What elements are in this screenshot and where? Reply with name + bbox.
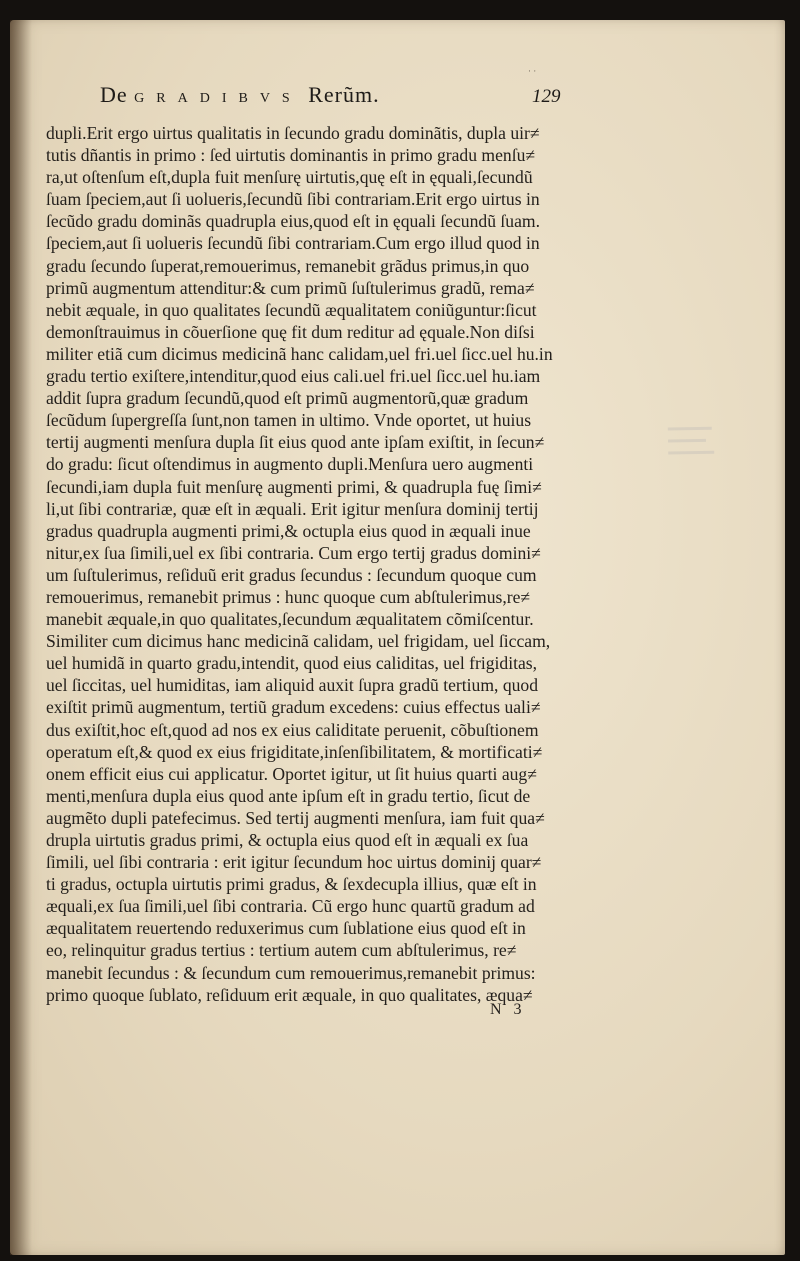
text-line: militer etiã cum dicimus medicinã hanc calidam,uel fri.uel ſicc.uel hu.in <box>46 343 553 364</box>
text-line: æqualitatem reuertendo reduxerimus cum ſublatione eius quod eſt in <box>46 918 526 939</box>
running-header <box>100 82 600 116</box>
text-line: ti gradus, octupla uirtutis primi gradus, & ſexdecupla illius, quæ eſt in <box>46 874 537 895</box>
text-line: menti,menſura dupla eius quod ante ipſum eſt in gradu tertio, ſicut de <box>46 785 531 806</box>
text-line: gradus quadrupla augmenti primi,& octupla eius quod in æquali inue <box>46 520 531 541</box>
title-spaced: GRADIBVS <box>134 91 302 106</box>
text-line: nebit æquale, in quo qualitates ſecundũ æqualitatem coniũguntur:ſicut <box>46 299 537 320</box>
text-line: li,ut ſibi contrariæ, quæ eſt in æquali. Erit igitur menſura dominij tertij <box>46 498 539 519</box>
text-line: nitur,ex ſua ſimili,uel ex ſibi contraria. Cum ergo tertij gradus domini≠ <box>46 542 541 563</box>
text-line: do gradu: ſicut oſtendimus in augmento dupli.Menſura uero augmenti <box>46 454 534 475</box>
text-line: gradu ſecundo ſuperat,remouerimus, remanebit grãdus primus,in quo <box>46 255 530 276</box>
text-line: eo, relinquitur gradus tertius : tertium autem cum abſtulerimus, re≠ <box>46 940 517 961</box>
text-line: augmẽto dupli patefecimus. Sed tertij augmenti menſura, iam fuit qua≠ <box>46 807 545 828</box>
page-gutter-shadow <box>10 20 32 1255</box>
text-line: manebit æquale,in quo qualitates,ſecundum æqualitatem cõmiſcentur. <box>46 609 534 630</box>
show-through-marginalia <box>668 417 729 463</box>
text-line: ſuam ſpeciem,aut ſi uolueris,ſecundũ ſibi contrariam.Erit ergo uirtus in <box>46 189 540 210</box>
text-line: tutis dñantis in primo : ſed uirtutis dominantis in primo gradu menſu≠ <box>46 145 536 166</box>
body-text <box>46 122 626 1006</box>
text-line: dupli.Erit ergo uirtus qualitatis in ſecundo gradu dominãtis, dupla uir≠ <box>46 123 540 143</box>
title-prefix: De <box>100 82 128 107</box>
text-line: primũ augmentum attenditur:& cum primũ ſuſtulerimus gradũ, rema≠ <box>46 277 535 298</box>
text-line: exiſtit primũ augmentum, tertiũ gradum excedens: cuius effectus uali≠ <box>46 697 541 718</box>
text-line: addit ſupra gradum ſecundũ,quod eſt primũ augmentorũ,quæ gradum <box>46 388 529 409</box>
text-line: um ſuſtulerimus, reſiduũ erit gradus ſecundus : ſecundum quoque cum <box>46 564 537 585</box>
text-line: remouerimus, remanebit primus : hunc quoque cum abſtulerimus,re≠ <box>46 586 531 607</box>
text-line: drupla uirtutis gradus primi, & octupla eius quod eſt in æquali ex ſua <box>46 830 529 850</box>
text-line: uel humidã in quarto gradu,intendit, quod eius caliditas, uel frigiditas, <box>46 653 538 674</box>
text-line: demonſtrauimus in cõuerſione quę fit dum reditur ad ęquale.Non diſsi <box>46 321 535 342</box>
text-line: tertij augmenti menſura dupla ſit eius quod ante ipſam exiſtit, in ſecun≠ <box>46 432 545 453</box>
folio-number: 129 <box>532 86 561 107</box>
text-line: gradu tertio exiſtere,intenditur,quod eius cali.uel fri.uel ſicc.uel hu.iam <box>46 366 541 387</box>
text-line: onem efficit eius cui applicatur. Oportet igitur, ut ſit huius quarti aug≠ <box>46 763 537 784</box>
running-title <box>100 82 380 108</box>
signature-mark: N 3 <box>490 1001 526 1018</box>
text-line: uel ſiccitas, uel humiditas, iam aliquid auxit ſupra gradũ tertium, quod <box>46 675 539 696</box>
text-line: ſpeciem,aut ſi uolueris ſecundũ ſibi contrariam.Cum ergo illud quod in <box>46 233 540 254</box>
title-suffix: Rerũm. <box>308 82 380 107</box>
text-line: ſecũdo gradu dominãs quadrupla eius,quod eſt in ęquali ſecundũ ſuam. <box>46 211 540 232</box>
text-line: dus exiſtit,hoc eſt,quod ad nos ex eius caliditate peruenit, cõbuſtionem <box>46 719 539 740</box>
text-line: ſecũdum ſupergreſſa ſunt,non tamen in ultimo. Vnde oportet, ut huius <box>46 410 532 431</box>
text-line: ſecundi,iam dupla fuit menſurę augmenti primi, & quadrupla fuę ſimi≠ <box>46 476 542 497</box>
paper-speck: · · <box>528 66 537 76</box>
text-line: manebit ſecundus : & ſecundum cum remouerimus,remanebit primus: <box>46 962 536 983</box>
text-line: primo quoque ſublato, reſiduum erit æquale, in quo qualitates, æqua≠ <box>46 984 533 1005</box>
text-line: æquali,ex ſua ſimili,uel ſibi contraria. Cũ ergo hunc quartũ gradum ad <box>46 896 535 917</box>
text-line: ra,ut oſtenſum eſt,dupla fuit menſurę uirtutis,quę eſt in ęquali,ſecundũ <box>46 167 533 188</box>
text-line: ſimili, uel ſibi contraria : erit igitur ſecundum hoc uirtus dominij quar≠ <box>46 852 542 873</box>
text-line: Similiter cum dicimus hanc medicinã calidam, uel frigidam, uel ſiccam, <box>46 631 551 652</box>
text-line: operatum eſt,& quod ex eius frigiditate,inſenſibilitatem, & mortificati≠ <box>46 741 543 762</box>
